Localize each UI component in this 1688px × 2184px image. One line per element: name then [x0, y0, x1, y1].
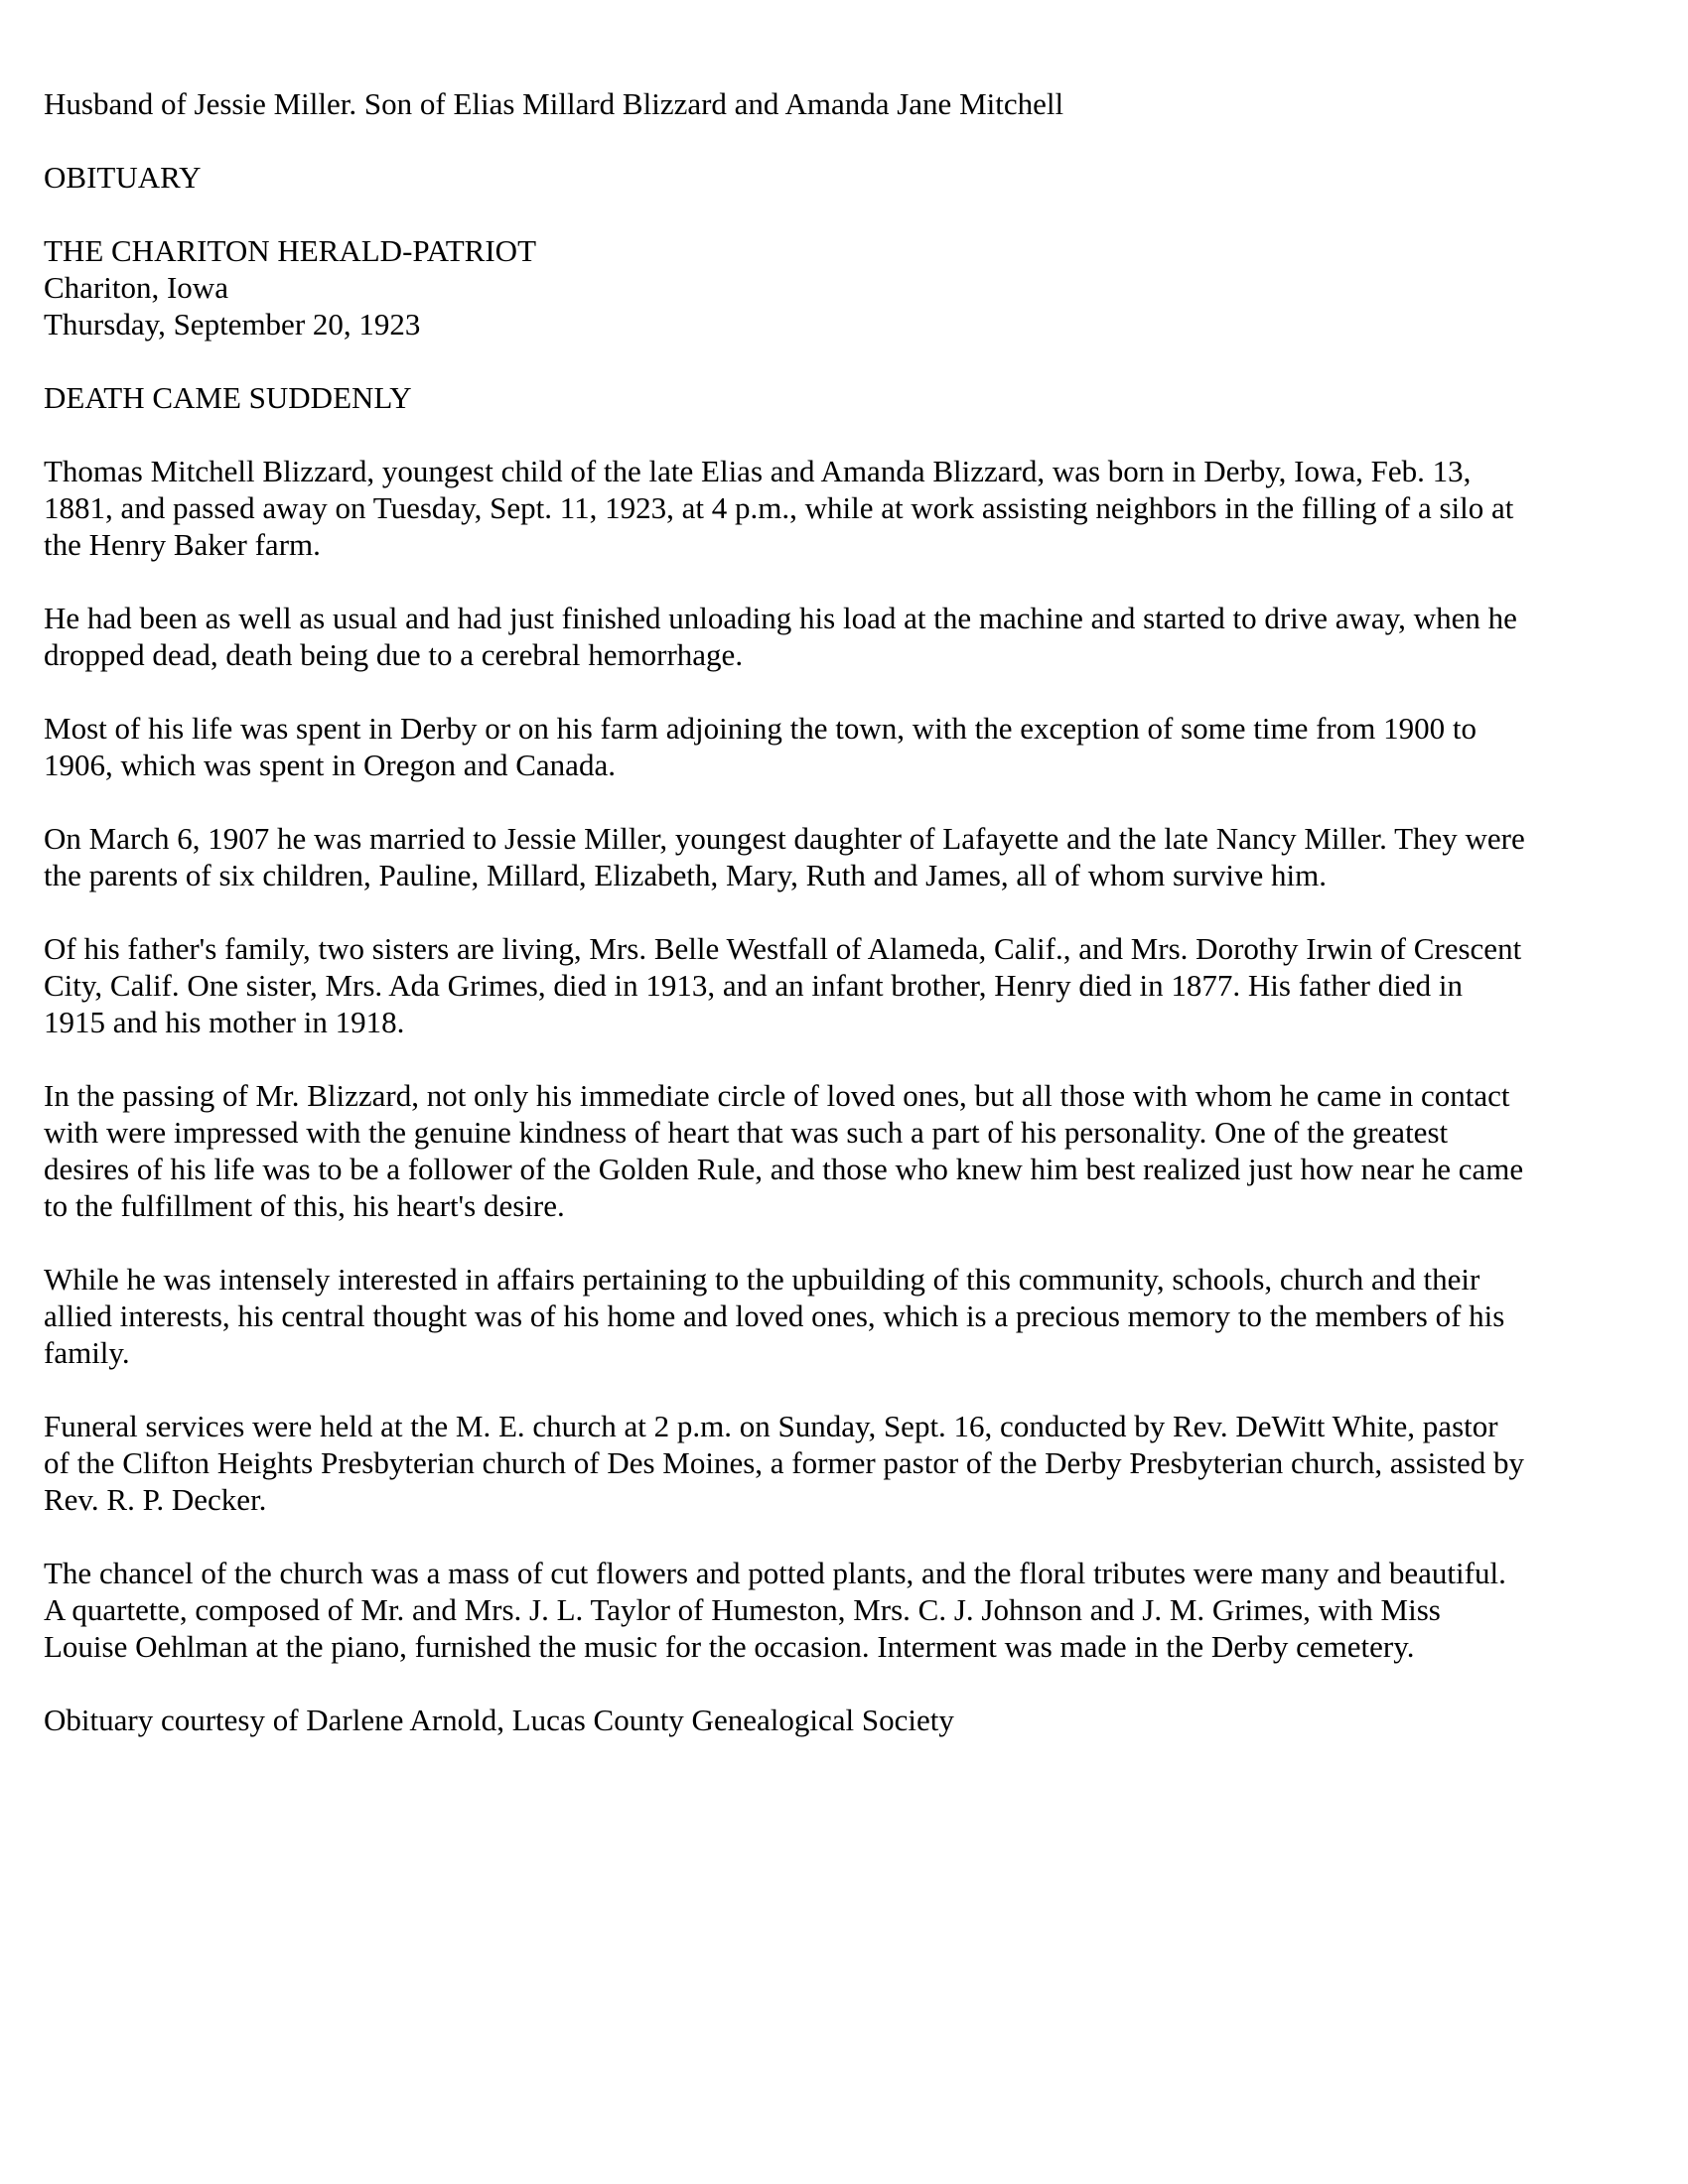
- paragraph-line: of the Clifton Heights Presbyterian church of Des Moines, a former pastor of the Derby Presbyterian church, assisted by: [44, 1445, 1525, 1480]
- paragraph-line: Funeral services were held at the M. E. church at 2 p.m. on Sunday, Sept. 16, conducted by Rev. DeWitt White, pastor: [44, 1409, 1498, 1443]
- paragraph-line: Rev. R. P. Decker.: [44, 1482, 267, 1517]
- paragraph-line: City, Calif. One sister, Mrs. Ada Grimes, died in 1913, and an infant brother, Henry died in 1877. His father died in: [44, 968, 1463, 1003]
- document-page: [44, 85, 1652, 1775]
- paragraph-line: A quartette, composed of Mr. and Mrs. J. L. Taylor of Humeston, Mrs. C. J. Johnson and J. M. Grimes, with Miss: [44, 1592, 1441, 1627]
- paragraph-line: Of his father's family, two sisters are living, Mrs. Belle Westfall of Alameda, Calif., and Mrs. Dorothy Irwin of Crescent: [44, 931, 1522, 966]
- paragraph-marriage: [44, 820, 1652, 893]
- paragraph-line: Louise Oehlman at the piano, furnished the music for the occasion. Interment was made in the Derby cemetery.: [44, 1629, 1415, 1664]
- paragraph-funeral: [44, 1408, 1652, 1518]
- paragraph-life: [44, 710, 1652, 783]
- paragraph-line: While he was intensely interested in affairs pertaining to the upbuilding of this community, schools, church and their: [44, 1262, 1480, 1297]
- paragraph-line: dropped dead, death being due to a cerebral hemorrhage.: [44, 637, 744, 672]
- paragraph-line: In the passing of Mr. Blizzard, not only his immediate circle of loved ones, but all those with whom he came in contact: [44, 1078, 1510, 1113]
- paragraph-line: 1915 and his mother in 1918.: [44, 1005, 405, 1039]
- paragraph-death: [44, 600, 1652, 673]
- paragraph-line: family.: [44, 1335, 130, 1370]
- paragraph-service: [44, 1555, 1652, 1665]
- paragraph-character: [44, 1077, 1652, 1224]
- section-label: OBITUARY: [44, 160, 202, 195]
- newspaper-place: Chariton, Iowa: [44, 270, 228, 305]
- paragraph-birth: [44, 453, 1652, 563]
- paragraph-line: 1906, which was spent in Oregon and Canada.: [44, 748, 616, 782]
- paragraph-line: to the fulfillment of this, his heart's desire.: [44, 1188, 565, 1223]
- paragraph-line: desires of his life was to be a follower of the Golden Rule, and those who knew him best realized just how near he came: [44, 1152, 1524, 1186]
- paragraph-line: On March 6, 1907 he was married to Jessie Miller, youngest daughter of Lafayette and the late Nancy Miller. They were: [44, 821, 1525, 856]
- source-block: [44, 232, 1652, 342]
- paragraph-line: 1881, and passed away on Tuesday, Sept. 11, 1923, at 4 p.m., while at work assisting neighbors in the filling of a silo at: [44, 490, 1514, 525]
- newspaper-name: THE CHARITON HERALD-PATRIOT: [44, 233, 536, 268]
- headline: DEATH CAME SUDDENLY: [44, 380, 412, 415]
- newspaper-date: Thursday, September 20, 1923: [44, 307, 421, 341]
- paragraph-family: [44, 930, 1652, 1040]
- paragraph-line: He had been as well as usual and had just finished unloading his load at the machine and started to drive away, when he: [44, 601, 1517, 635]
- paragraph-line: allied interests, his central thought was of his home and loved ones, which is a precious memory to the members of his: [44, 1298, 1505, 1333]
- intro-line: Husband of Jessie Miller. Son of Elias Millard Blizzard and Amanda Jane Mitchell: [44, 86, 1064, 121]
- paragraph-line: the parents of six children, Pauline, Millard, Elizabeth, Mary, Ruth and James, all of whom survive him.: [44, 858, 1327, 892]
- paragraph-line: The chancel of the church was a mass of cut flowers and potted plants, and the floral tributes were many and beautiful.: [44, 1556, 1506, 1590]
- paragraph-line: with were impressed with the genuine kindness of heart that was such a part of his personality. One of the greatest: [44, 1115, 1449, 1150]
- paragraph-line: the Henry Baker farm.: [44, 527, 321, 562]
- paragraph-line: Most of his life was spent in Derby or on his farm adjoining the town, with the exception of some time from 1900 to: [44, 711, 1477, 746]
- credit-line: Obituary courtesy of Darlene Arnold, Lucas County Genealogical Society: [44, 1703, 954, 1737]
- paragraph-community: [44, 1261, 1652, 1371]
- paragraph-line: Thomas Mitchell Blizzard, youngest child of the late Elias and Amanda Blizzard, was born in Derby, Iowa, Feb. 13,: [44, 454, 1472, 488]
